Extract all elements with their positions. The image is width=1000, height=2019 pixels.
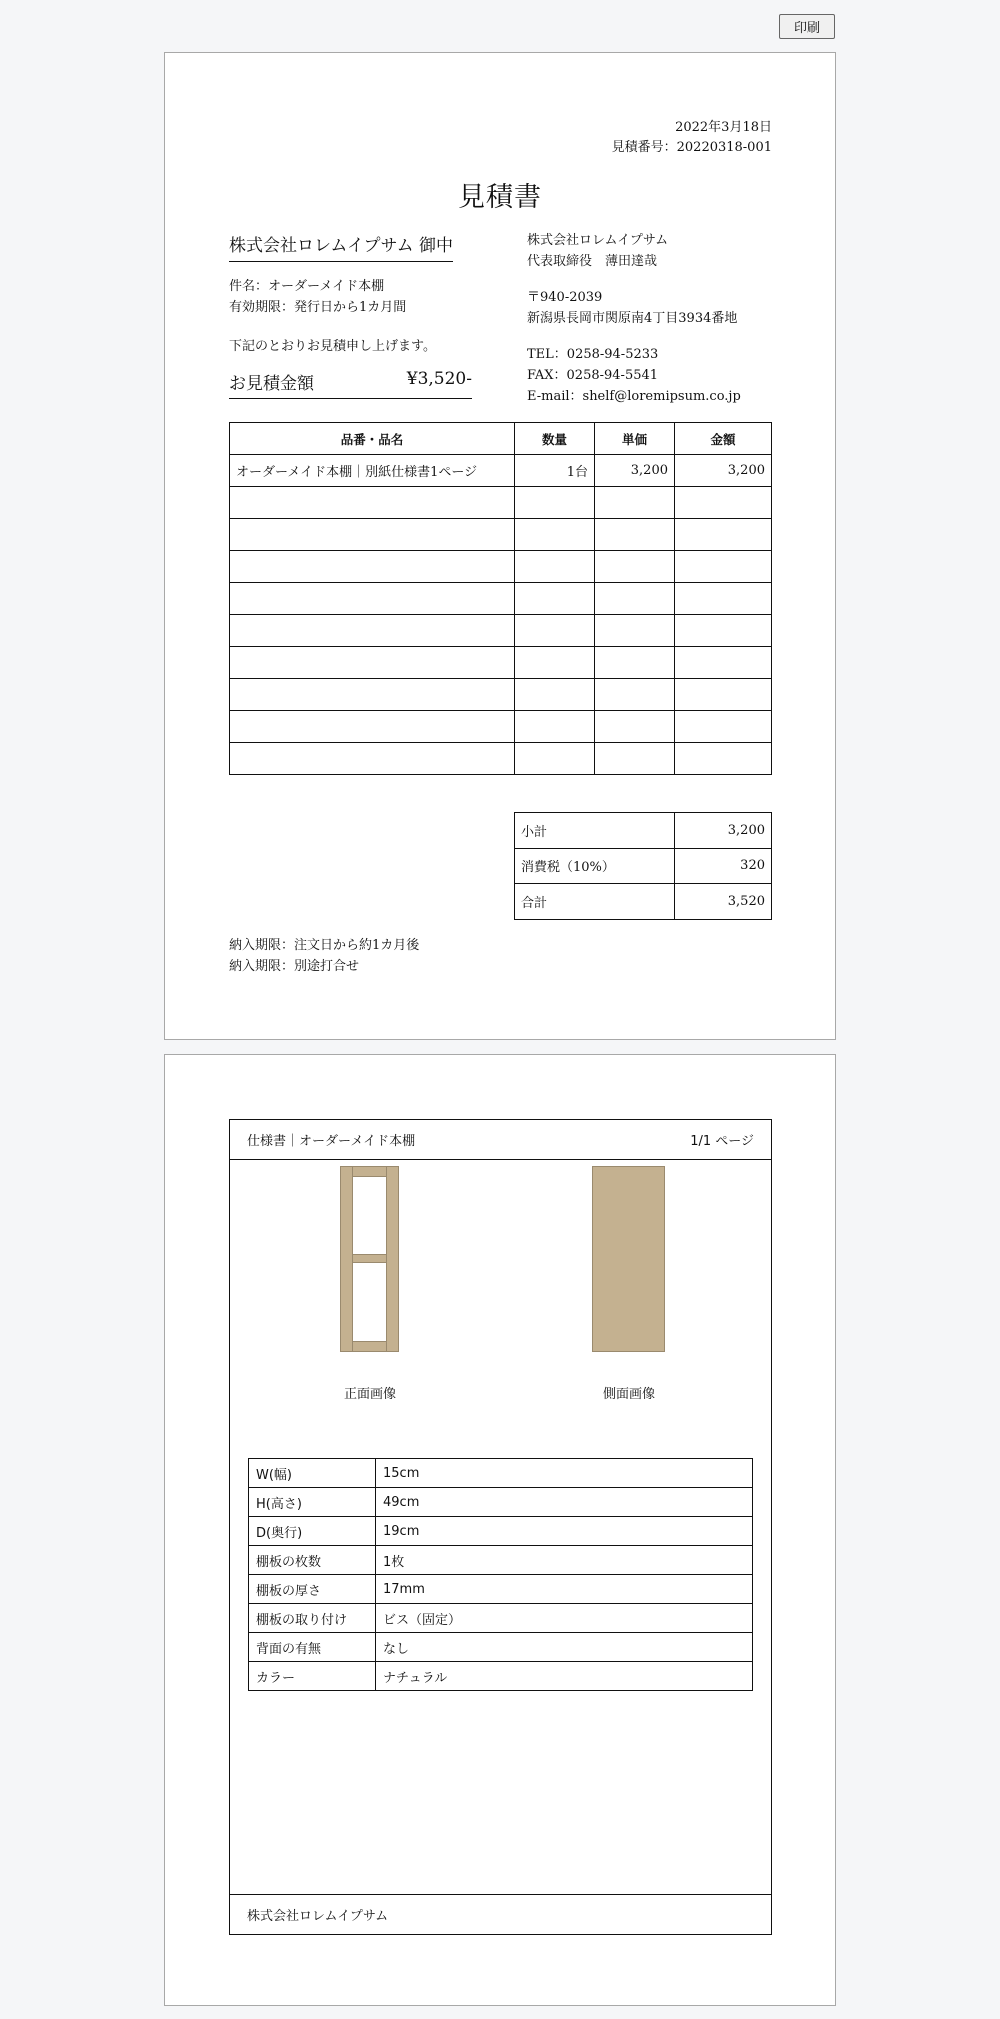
delivery-note: 納入期限：注文日から約1カ月後: [229, 938, 420, 953]
amount-cell: [675, 743, 772, 775]
amount-cell: 3,200: [675, 455, 772, 487]
spec-row: [249, 1662, 753, 1691]
spec-key: カラー: [249, 1662, 376, 1691]
spec-key: 棚板の厚さ: [249, 1575, 376, 1604]
spec-value: なし: [376, 1633, 753, 1662]
spec-row: [249, 1488, 753, 1517]
spec-row: [249, 1517, 753, 1546]
spec-key: 棚板の取り付け: [249, 1604, 376, 1633]
summary-row: [515, 848, 772, 884]
shelf-side-icon: [593, 1167, 665, 1352]
subtotal-label: 小計: [515, 813, 675, 849]
issuer-fax: FAX：0258-94-5541: [527, 368, 659, 383]
amount-value: ¥3,520-: [406, 369, 472, 389]
validity: 有効期限：発行日から1カ月間: [229, 300, 407, 315]
spec-key: H(高さ): [249, 1488, 376, 1517]
front-caption: 正面画像: [343, 1387, 396, 1402]
unit-price-cell: [595, 583, 675, 615]
amount-cell: [675, 647, 772, 679]
estimate-amount: [229, 369, 472, 399]
front-view-drawing: [340, 1166, 400, 1353]
issue-date: 2022年3月18日: [675, 120, 772, 135]
quantity-cell: [515, 487, 595, 519]
item-cell: [230, 679, 515, 711]
shelf-board: [387, 1167, 399, 1352]
shelf-board: [353, 1342, 387, 1352]
document-title: 見積書: [458, 182, 542, 213]
spec-title: 仕様書｜オーダーメイド本棚: [247, 1134, 416, 1149]
amount-cell: [675, 487, 772, 519]
estimate-number: 見積番号：20220318-001: [611, 140, 772, 155]
quantity-cell: [515, 711, 595, 743]
table-row: [230, 455, 772, 487]
issuer-postal: 〒940-2039: [527, 290, 603, 305]
unit-price-cell: [595, 679, 675, 711]
issuer-info: [527, 230, 741, 407]
tax-value: 320: [675, 848, 772, 884]
unit-price-cell: [595, 743, 675, 775]
spec-header: [230, 1120, 771, 1160]
quantity-cell: 1台: [515, 455, 595, 487]
summary-row: [515, 884, 772, 920]
spec-page-number: 1/1 ページ: [690, 1134, 754, 1149]
issuer-company: 株式会社ロレムイプサム: [527, 233, 669, 248]
tax-label: 消費税（10%）: [515, 848, 675, 884]
client-name: 株式会社ロレムイプサム 御中: [229, 231, 453, 262]
delivery-note: 納入期限：別途打合せ: [229, 959, 360, 974]
summary-table: [514, 812, 772, 920]
table-row: [230, 743, 772, 775]
header-item: 品番・品名: [230, 423, 515, 455]
spec-page: [164, 1054, 836, 2006]
spec-key: W(幅): [249, 1459, 376, 1488]
summary-row: [515, 813, 772, 849]
total-label: 合計: [515, 884, 675, 920]
subtotal-value: 3,200: [675, 813, 772, 849]
date-block: [612, 118, 772, 158]
spec-sheet: [229, 1119, 772, 1935]
spec-table: [248, 1458, 753, 1691]
unit-price-cell: [595, 615, 675, 647]
spec-row: [249, 1459, 753, 1488]
quantity-cell: [515, 583, 595, 615]
unit-price-cell: [595, 647, 675, 679]
total-value: 3,520: [675, 884, 772, 920]
amount-cell: [675, 519, 772, 551]
shelf-board: [341, 1167, 353, 1352]
spec-value: 17mm: [376, 1575, 753, 1604]
item-cell: [230, 647, 515, 679]
spec-value: 49cm: [376, 1488, 753, 1517]
spec-footer: [230, 1894, 771, 1934]
issuer-email: E-mail：shelf@loremipsum.co.jp: [527, 389, 741, 404]
unit-price-cell: [595, 551, 675, 583]
issuer-representative: 代表取締役 薄田達哉: [527, 254, 658, 269]
quantity-cell: [515, 647, 595, 679]
table-row: [230, 711, 772, 743]
item-cell: オーダーメイド本棚｜別紙仕様書1ページ: [230, 455, 515, 487]
subject-block: [229, 276, 406, 318]
delivery-notes: [229, 935, 419, 977]
item-cell: [230, 551, 515, 583]
unit-price-cell: [595, 711, 675, 743]
spec-value: 15cm: [376, 1459, 753, 1488]
quantity-cell: [515, 551, 595, 583]
header-unit-price: 単価: [595, 423, 675, 455]
spec-key: D(奥行): [249, 1517, 376, 1546]
table-row: [230, 615, 772, 647]
item-cell: [230, 711, 515, 743]
header-quantity: 数量: [515, 423, 595, 455]
spec-key: 背面の有無: [249, 1633, 376, 1662]
spec-row: [249, 1604, 753, 1633]
spec-value: ナチュラル: [376, 1662, 753, 1691]
side-view-drawing: [592, 1166, 666, 1353]
table-row: [230, 551, 772, 583]
amount-cell: [675, 583, 772, 615]
item-cell: [230, 615, 515, 647]
issuer-address: 新潟県長岡市関原南4丁目3934番地: [527, 311, 738, 326]
table-header-row: [230, 423, 772, 455]
item-cell: [230, 487, 515, 519]
spec-value: 1枚: [376, 1546, 753, 1575]
item-cell: [230, 583, 515, 615]
estimate-table: [229, 422, 772, 775]
quantity-cell: [515, 615, 595, 647]
print-button[interactable]: 印刷: [779, 14, 835, 39]
spec-footer-company: 株式会社ロレムイプサム: [247, 1909, 389, 1924]
unit-price-cell: [595, 487, 675, 519]
item-cell: [230, 519, 515, 551]
spec-value: 19cm: [376, 1517, 753, 1546]
item-cell: [230, 743, 515, 775]
side-caption: 側面画像: [602, 1387, 655, 1402]
amount-cell: [675, 679, 772, 711]
spec-value: ビス（固定）: [376, 1604, 753, 1633]
amount-cell: [675, 711, 772, 743]
shelf-board: [353, 1255, 387, 1263]
shelf-front-icon: [341, 1167, 399, 1352]
spec-key: 棚板の枚数: [249, 1546, 376, 1575]
unit-price-cell: 3,200: [595, 455, 675, 487]
shelf-board: [353, 1167, 387, 1177]
quantity-cell: [515, 679, 595, 711]
table-row: [230, 583, 772, 615]
spec-row: [249, 1633, 753, 1662]
spec-row: [249, 1546, 753, 1575]
amount-cell: [675, 615, 772, 647]
subject: 件名：オーダーメイド本棚: [229, 279, 385, 294]
header-amount: 金額: [675, 423, 772, 455]
table-row: [230, 487, 772, 519]
table-row: [230, 647, 772, 679]
table-row: [230, 519, 772, 551]
spec-row: [249, 1575, 753, 1604]
quantity-cell: [515, 519, 595, 551]
notice-text: 下記のとおりお見積申し上げます。: [229, 339, 436, 354]
table-row: [230, 679, 772, 711]
amount-label: お見積金額: [229, 374, 314, 394]
estimate-page: [164, 52, 836, 1040]
issuer-tel: TEL：0258-94-5233: [527, 347, 659, 362]
amount-cell: [675, 551, 772, 583]
quantity-cell: [515, 743, 595, 775]
unit-price-cell: [595, 519, 675, 551]
